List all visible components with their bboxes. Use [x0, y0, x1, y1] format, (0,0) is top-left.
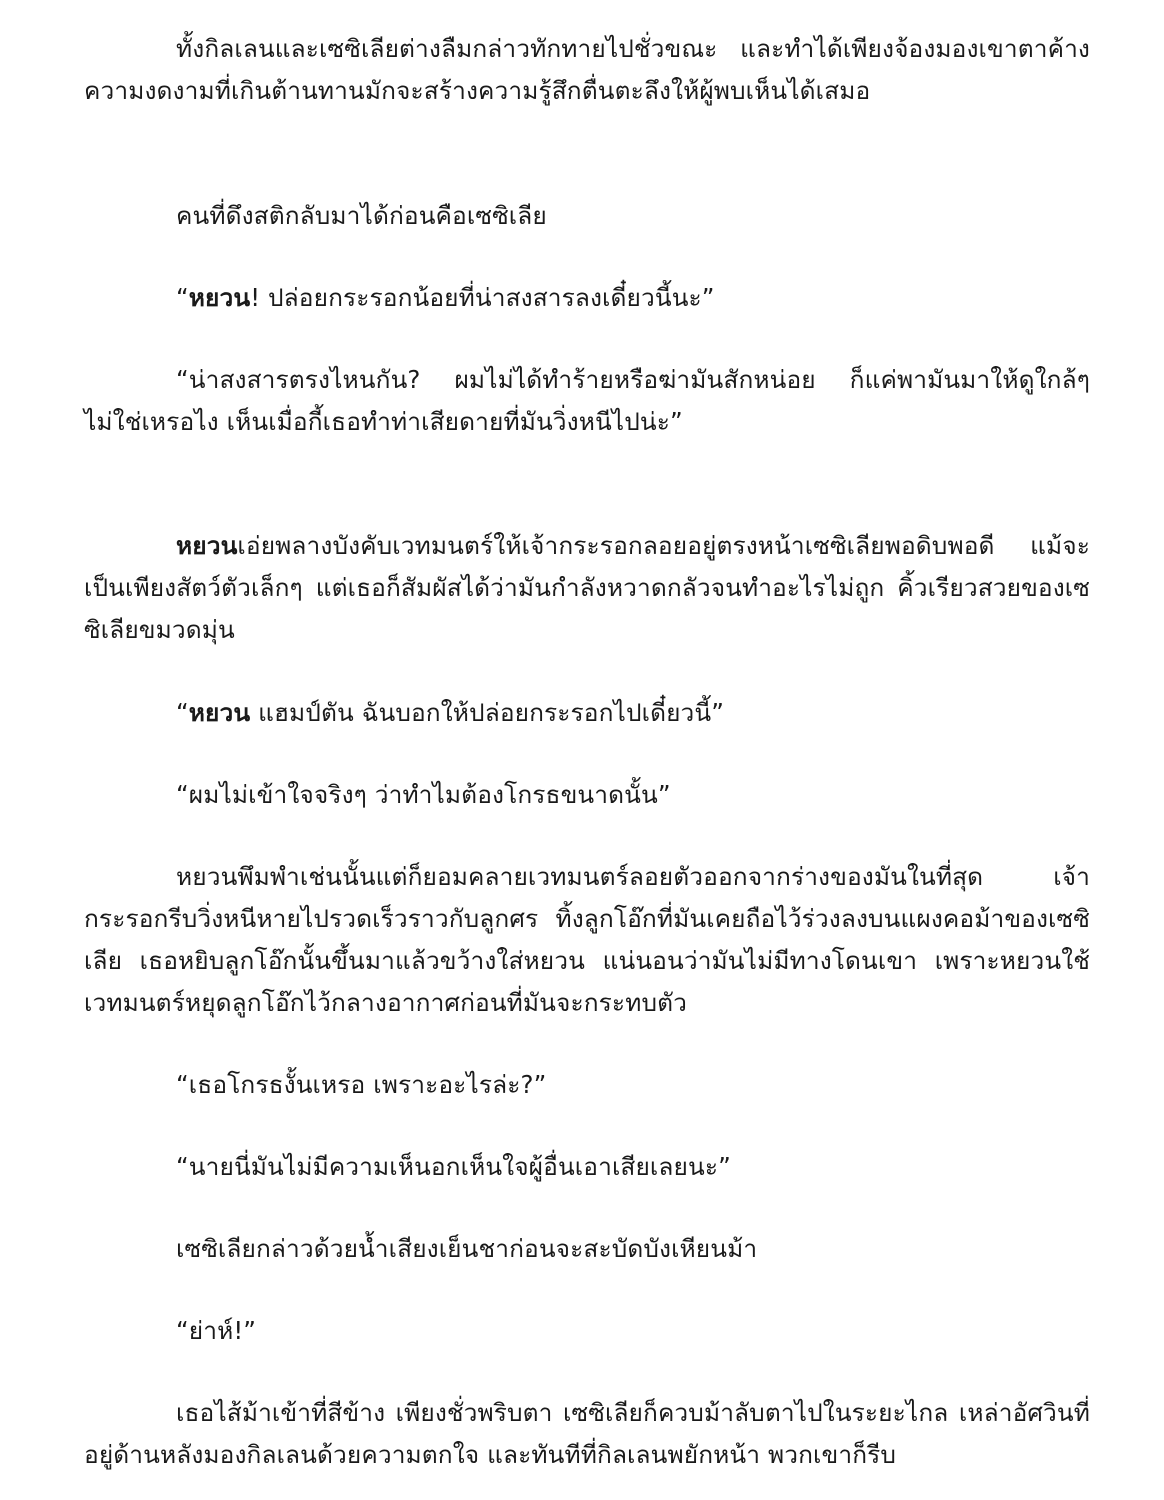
open-quote: “	[176, 698, 189, 727]
character-name: หยวน	[188, 698, 251, 727]
paragraph: เธอไส้ม้าเข้าที่สีข้าง เพียงชั่วพริบตา เซซิเลียก็ควบม้าลับตาไปในระยะไกล เหล่าอัศวินที่อยู่ด้านหลังมองกิลเลนด้วยความตกใจ และทันทีที่กิลเลนพยักหน้า พวกเขาก็รีบ	[84, 1398, 1090, 1469]
paragraph: คนที่ดึงสติกลับมาได้ก่อนคือเซซิเลีย	[176, 201, 547, 230]
paragraph: ทั้งกิลเลนและเซซิเลียต่างลืมกล่าวทักทายไปชั่วขณะ และทำได้เพียงจ้องมองเขาตาค้าง ความงดงามที่เกินต้านทานมักจะสร้างความรู้สึกตื่นตะลึงให้ผู้พบเห็นได้เสมอ	[84, 34, 1090, 105]
paragraph: “เธอโกรธงั้นเหรอ เพราะอะไรล่ะ?”	[176, 1070, 547, 1099]
paragraph: “ผมไม่เข้าใจจริงๆ ว่าทำไมต้องโกรธขนาดนั้น”	[176, 780, 671, 809]
character-name: หยวน	[188, 283, 251, 312]
paragraph: “นายนี่มันไม่มีความเห็นอกเห็นใจผู้อื่นเอาเสียเลยนะ”	[176, 1152, 731, 1181]
open-quote: “	[176, 283, 189, 312]
paragraph-text: เอ่ยพลางบังคับเวทมนตร์ให้เจ้ากระรอกลอยอยู่ตรงหน้าเซซิเลียพอดิบพอดี แม้จะเป็นเพียงสัตว์ตัวเล็กๆ แต่เธอก็สัมผัสได้ว่ามันกำลังหวาดกลัวจนทำอะไรไม่ถูก คิ้วเรียวสวยของเซซิเลียขมวดมุ่น	[84, 531, 1090, 644]
paragraph	[84, 525, 1090, 651]
paragraph-text: ! ปล่อยกระรอกน้อยที่น่าสงสารลงเดี๋ยวนี้นะ”	[250, 283, 715, 312]
paragraph-text: แฮมป์ตัน ฉันบอกให้ปล่อยกระรอกไปเดี๋ยวนี้”	[250, 698, 725, 727]
paragraph	[84, 692, 1090, 734]
paragraph: “ย่าห์!”	[176, 1316, 257, 1345]
paragraph	[84, 277, 1090, 319]
character-name: หยวน	[176, 531, 238, 560]
paragraph: หยวนพึมพำเช่นนั้นแต่ก็ยอมคลายเวทมนตร์ลอยตัวออกจากร่างของมันในที่สุด เจ้ากระรอกรีบวิ่งหนีหายไปรวดเร็วราวกับลูกศร ทิ้งลูกโอ๊กที่มันเคยถือไว้ร่วงลงบนแผงคอม้าของเซซิเลีย เธอหยิบลูกโอ๊กนั้นขึ้นมาแล้วขว้างใส่หยวน แน่นอนว่ามันไม่มีทางโดนเขา เพราะหยวนใช้เวทมนตร์หยุดลูกโอ๊กไว้กลางอากาศก่อนที่มันจะกระทบตัว	[84, 862, 1090, 1017]
paragraph: “น่าสงสารตรงไหนกัน? ผมไม่ได้ทำร้ายหรือฆ่ามันสักหน่อย ก็แค่พามันมาให้ดูใกล้ๆ ไม่ใช่เหรอไง เห็นเมื่อกี้เธอทำท่าเสียดายที่มันวิ่งหนีไปน่ะ”	[84, 365, 1090, 436]
paragraph: เซซิเลียกล่าวด้วยน้ำเสียงเย็นชาก่อนจะสะบัดบังเหียนม้า	[176, 1234, 758, 1263]
